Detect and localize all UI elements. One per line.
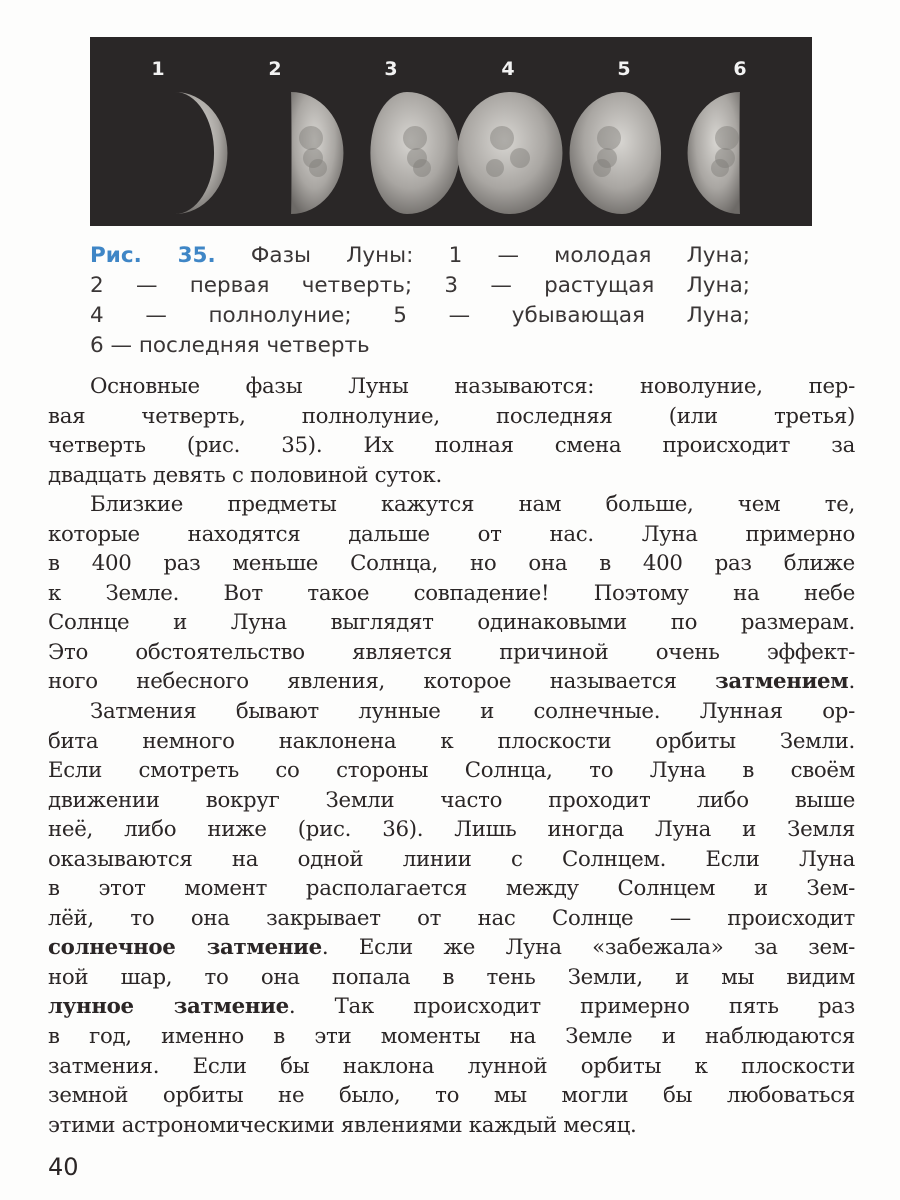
moon-lit-surface <box>458 92 563 214</box>
text-line <box>48 579 855 609</box>
moon-number-label: 3 <box>384 58 398 80</box>
text-line <box>48 608 855 638</box>
text-segment: в 400 раз меньше Солнца, но она в 400 раз ближе <box>48 551 855 577</box>
lunar-mare <box>593 159 611 177</box>
text-line <box>48 638 855 668</box>
moon-number-label: 2 <box>268 58 282 80</box>
lunar-mare <box>715 126 739 150</box>
moon-number-label: 4 <box>501 58 515 80</box>
body-text <box>48 372 855 1140</box>
text-segment: лёй, то она закрывает от нас Солнце — происходит <box>48 905 855 931</box>
paragraph <box>48 697 855 1140</box>
caption-line <box>90 241 750 271</box>
moon-phases-figure <box>90 37 812 226</box>
lunar-mare <box>403 126 427 150</box>
lunar-mare <box>711 159 729 177</box>
text-segment: оказываются на одной линии с Солнцем. Если Луна <box>48 846 855 872</box>
text-segment: неё, либо ниже (рис. 36). Лишь иногда Луна и Земля <box>48 817 855 843</box>
text-segment: земной орбиты не было, то мы могли бы любоваться <box>48 1083 855 1109</box>
text-line <box>48 667 855 697</box>
caption-line: 4 — полнолуние; 5 — убывающая Луна; <box>90 303 750 328</box>
text-line <box>48 1081 855 1111</box>
text-segment: четверть (рис. 35). Их полная смена происходит за <box>48 433 855 459</box>
lunar-mare <box>299 126 323 150</box>
caption-text: Фазы Луны: 1 — молодая Луна; <box>250 243 750 268</box>
text-line <box>48 727 855 757</box>
text-segment: Близкие предметы кажутся нам больше, чем те, <box>90 492 855 518</box>
text-line <box>48 874 855 904</box>
text-segment: движении вокруг Земли часто проходит либо выше <box>48 787 855 813</box>
lunar-mare <box>597 126 621 150</box>
text-line <box>48 756 855 786</box>
text-line <box>48 933 855 963</box>
text-segment: двадцать девять с половиной суток. <box>48 462 442 488</box>
moon-number-label: 5 <box>617 58 631 80</box>
text-segment: Солнце и Луна выглядят одинаковыми по размерам. <box>48 610 855 636</box>
text-segment: бита немного наклонена к плоскости орбиты Земли. <box>48 728 855 754</box>
lunar-mare <box>486 159 504 177</box>
moon-phase-6 <box>688 58 747 214</box>
paragraph <box>48 372 855 490</box>
caption-line: 6 — последняя четверть <box>90 333 370 358</box>
moon-number-label: 6 <box>733 58 747 80</box>
text-segment: . Если же Луна «забежала» за зем- <box>321 935 856 961</box>
text-line <box>48 845 855 875</box>
text-line <box>48 697 855 727</box>
bold-term: солнечное затмение <box>48 935 322 961</box>
bold-term: лунное затмение <box>48 994 289 1020</box>
lunar-mare <box>413 159 431 177</box>
text-line <box>48 992 855 1022</box>
text-line <box>48 549 855 579</box>
text-line <box>48 461 855 491</box>
lunar-mare <box>309 159 327 177</box>
text-segment: к Земле. Вот такое совпадение! Поэтому на небе <box>48 580 855 606</box>
figure-caption <box>90 241 750 361</box>
text-segment: ного небесного явления, которое называется <box>48 669 716 695</box>
moon-phase-5 <box>570 58 662 214</box>
text-segment: затмения. Если бы наклона лунной орбиты к плоскости <box>48 1053 855 1079</box>
paragraph <box>48 490 855 697</box>
text-segment: Основные фазы Луны называются: новолуние, пер- <box>90 374 855 399</box>
text-line <box>48 372 855 402</box>
text-segment: ной шар, то она попала в тень Земли, и мы видим <box>48 964 855 990</box>
moon-phase-4 <box>458 58 563 214</box>
text-line <box>48 815 855 845</box>
text-segment: вая четверть, полнолуние, последняя (или третья) <box>48 403 855 429</box>
moon-phase-1 <box>151 58 227 214</box>
moon-number-label: 1 <box>151 58 165 80</box>
text-line <box>48 786 855 816</box>
text-line <box>48 1052 855 1082</box>
moon-phase-3 <box>370 58 459 214</box>
text-line <box>48 1022 855 1052</box>
moon-lit-surface <box>175 92 227 214</box>
text-segment: в этот момент располагается между Солнцем и Зем- <box>48 876 855 902</box>
text-segment: в год, именно в эти моменты на Земле и наблюдаются <box>48 1024 855 1050</box>
text-line <box>48 520 855 550</box>
text-line <box>48 431 855 461</box>
text-line <box>48 402 855 432</box>
text-line <box>48 963 855 993</box>
moon-phases-image <box>90 37 812 226</box>
lunar-mare <box>490 126 514 150</box>
text-segment: Это обстоятельство является причиной очень эффект- <box>48 639 855 665</box>
text-segment: . Так происходит примерно пять раз <box>288 994 855 1020</box>
figure-label: Рис. 35. <box>90 243 216 268</box>
text-segment: Затмения бывают лунные и солнечные. Лунная ор- <box>90 699 855 725</box>
bold-term: затмением <box>715 669 849 695</box>
text-segment: Если смотреть со стороны Солнца, то Луна в своём <box>48 758 855 784</box>
page-number: 40 <box>48 1153 79 1181</box>
moon-phase-2 <box>268 58 343 214</box>
text-segment: которые находятся дальше от нас. Луна примерно <box>48 521 855 547</box>
text-segment: этими астрономическими явлениями каждый месяц. <box>48 1112 637 1138</box>
caption-line: 2 — первая четверть; 3 — растущая Луна; <box>90 273 750 298</box>
text-line <box>48 1111 855 1141</box>
text-segment: . <box>848 669 855 695</box>
lunar-mare <box>510 148 530 168</box>
text-line <box>48 904 855 934</box>
text-line <box>48 490 855 520</box>
